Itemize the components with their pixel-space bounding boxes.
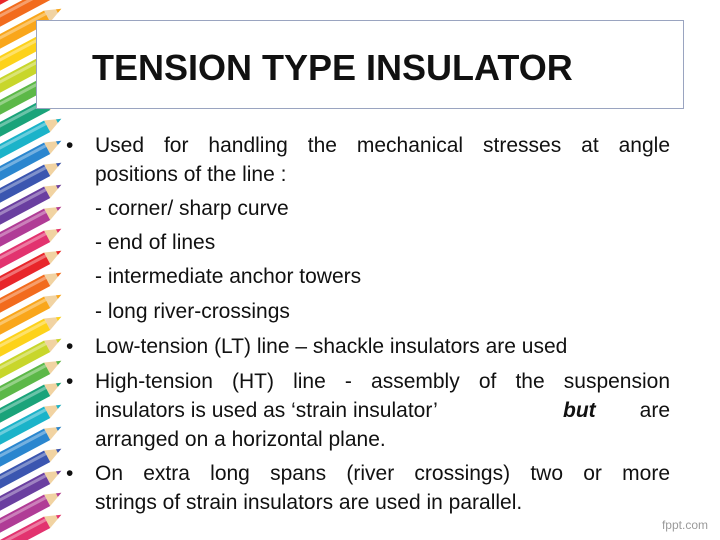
slide-title: TENSION TYPE INSULATOR (92, 47, 573, 88)
watermark: fppt.com (661, 518, 708, 532)
bullet-marker: • (66, 335, 74, 358)
bullet-2-line-1: Low-tension (LT) line – shackle insulators are used (95, 335, 568, 358)
bullet-3-line-2 (95, 397, 670, 425)
sub-item-end-of-lines: - end of lines (95, 231, 216, 254)
bullet-3-line-2-text: insulators is used as ‘strain insulator’ (95, 399, 438, 422)
sub-item-corner: - corner/ sharp curve (95, 197, 289, 220)
bullet-marker: • (66, 462, 74, 485)
bullet-3-line-3: arranged on a horizontal plane. (95, 428, 386, 451)
bullet-4-line-2: strings of strain insulators are used in parallel. (95, 491, 523, 514)
bullet-marker: • (66, 370, 74, 393)
sub-item-river-crossings: - long river-crossings (95, 300, 290, 323)
sub-item-anchor-towers: - intermediate anchor towers (95, 265, 362, 288)
bullet-1-line-2: positions of the line : (95, 163, 287, 186)
emphasis-but: but (563, 399, 596, 422)
bullet-3-line-2-end: are (639, 399, 670, 422)
bullet-marker: • (66, 134, 74, 157)
bullet-3-line-1: High-tension (HT) line - assembly of the suspension (95, 370, 670, 393)
bullet-4-line-1: On extra long spans (river crossings) two or more (95, 462, 670, 485)
bullet-1-line-1: Used for handling the mechanical stresses at angle (95, 134, 670, 157)
